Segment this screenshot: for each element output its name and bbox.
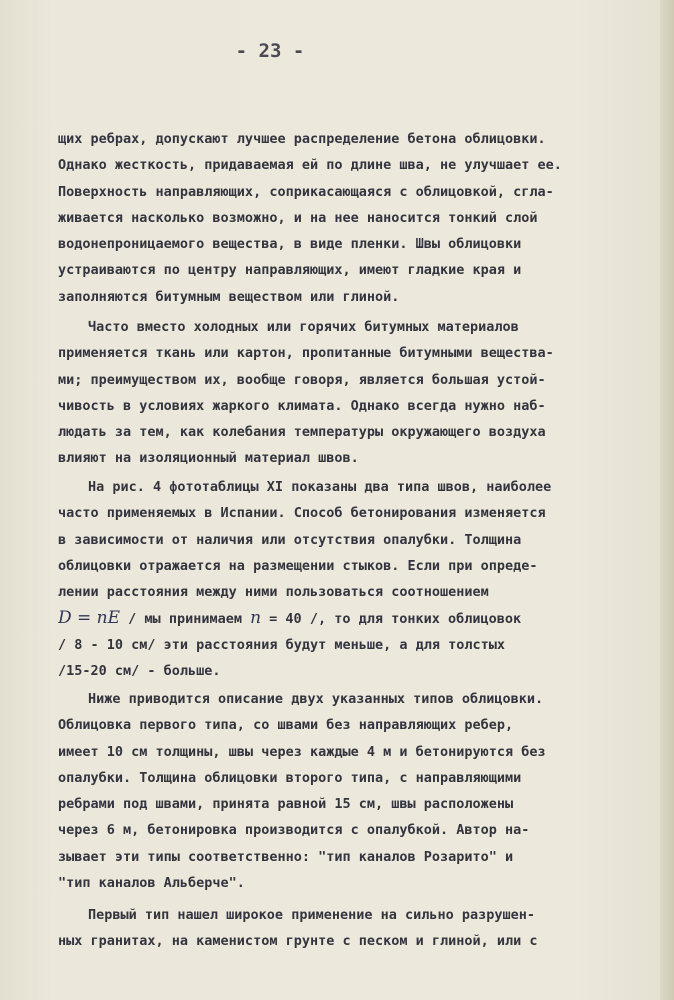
text-line: Однако жесткость, придаваемая ей по длине шва, не улучшает ее. (58, 157, 562, 174)
paragraph-4 (58, 686, 664, 896)
text-line: устраиваются по центру направляющих, имеют гладкие края и (58, 262, 522, 279)
text-line: щих ребрах, допускают лучшее распределение бетона облицовки. (58, 131, 546, 147)
text-line: влияют на изоляционный материал швов. (58, 450, 359, 467)
text-line: лении расстояния между ними пользоваться соотношением (58, 584, 489, 601)
text-line: имеет 10 см толщины, швы через каждые 4 м и бетонируются без (58, 743, 546, 760)
text-line: Облицовка первого типа, со швами без направляющих ребер, (58, 717, 514, 734)
text-line: через 6 м, бетонировка производится с опалубкой. Автор на- (58, 822, 530, 839)
text-line: заполняются битумным веществом или глиной. (58, 288, 400, 305)
text-line: в зависимости от наличия или отсутствия опалубки. Толщина (58, 531, 522, 548)
text-line: "тип каналов Альберче". (58, 875, 245, 892)
paragraph-2 (58, 314, 664, 472)
text-line: живается насколько возможно, и на нее наносится тонкий слой (58, 209, 538, 226)
text-line: водонепроницаемого вещества, в виде пленки. Швы облицовки (58, 236, 522, 253)
text-line: людать за тем, как колебания температуры окружающего воздуха (58, 424, 546, 441)
text-line: ми; преимуществом их, вообще говоря, является большая устой- (58, 371, 546, 388)
text-line: применяется ткань или картон, пропитанные битумными вещества- (58, 345, 554, 362)
text-line: часто применяемых в Испании. Способ бетонирования изменяется (58, 505, 546, 522)
text-line: зывает эти типы соответственно: "тип каналов Розарито" и (58, 848, 514, 865)
text-line: Первый тип нашел широкое применение на сильно разрушен- (88, 907, 536, 923)
handwritten-variable: n (250, 608, 262, 629)
text-line: ребрами под швами, принята равной 15 см, швы расположены (58, 796, 514, 813)
formula-line (58, 605, 664, 631)
text-line: чивость в условиях жаркого климата. Однако всегда нужно наб- (58, 397, 546, 414)
paragraph-1 (58, 126, 664, 310)
text-line: /15-20 см/ - больше. (58, 663, 221, 680)
formula-text: = 40 /, то для тонких облицовок (261, 611, 522, 628)
text-line: / 8 - 10 см/ эти расстояния будут меньше, а для толстых (58, 636, 506, 653)
paragraph-3 (58, 474, 664, 684)
paragraph-5 (58, 902, 664, 955)
formula-text: / мы принимаем (120, 611, 251, 628)
text-line: опалубки. Толщина облицовки второго типа, с направляющими (58, 769, 522, 786)
text-line: ных гранитах, на каменистом грунте с песком и глиной, или с (58, 933, 538, 950)
handwritten-formula: D = nE (58, 608, 121, 629)
page-number: - 23 - (235, 40, 305, 62)
text-line: Ниже приводится описание двух указанных типов облицовки. (88, 691, 544, 707)
text-line: облицовки отражается на размещении стыков. Если при опреде- (58, 557, 538, 574)
text-line: На рис. 4 фототаблицы XI показаны два типа швов, наиболее (88, 479, 552, 495)
text-line: Часто вместо холодных или горячих битумных материалов (88, 319, 519, 335)
text-line: Поверхность направляющих, соприкасающаяся с облицовкой, сгла- (58, 183, 554, 200)
